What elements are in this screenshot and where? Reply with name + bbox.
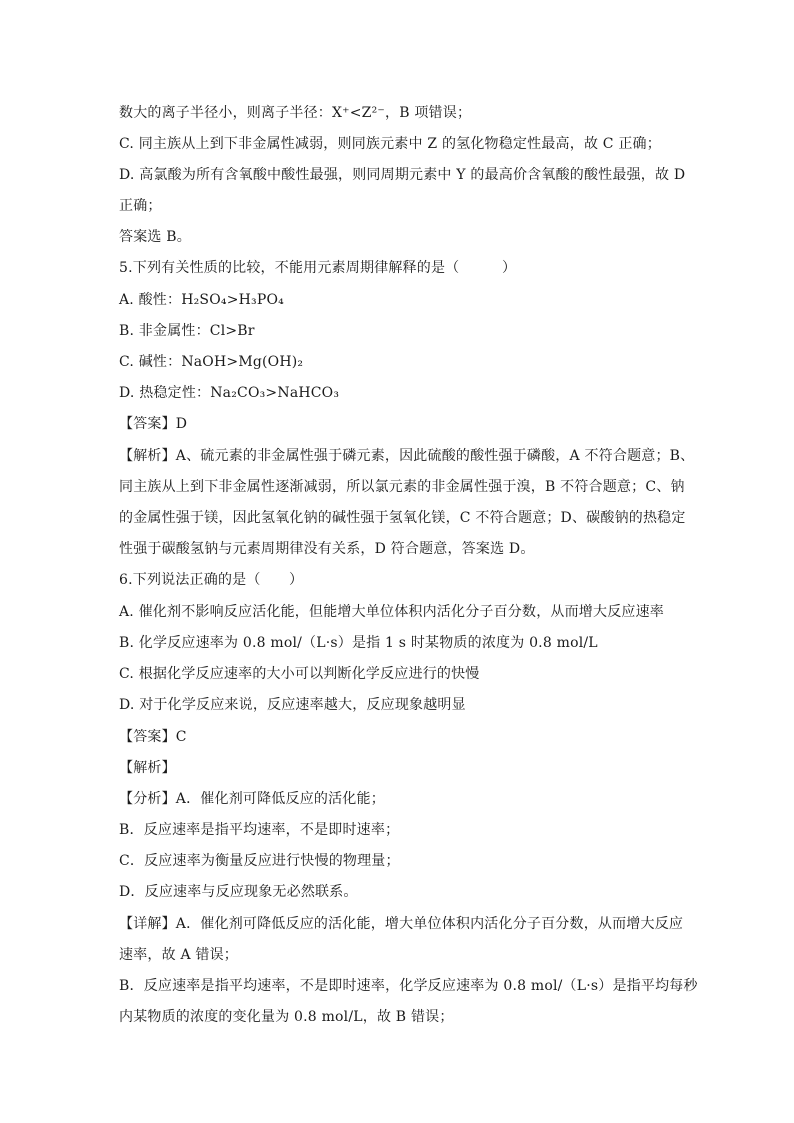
answer-label: 【答案】D (119, 416, 188, 432)
option-d: D. 热稳定性：Na₂CO₃>NaHCO₃ (119, 385, 340, 401)
text-line: D. 高氯酸为所有含氧酸中酸性最强，则同周期元素中 Y 的最高价含氧酸的酸性最强，故 D (119, 167, 686, 183)
analysis-line: B．反应速率是指平均速率，不是即时速率； (119, 822, 400, 838)
analysis-line: 性强于碳酸氢钠与元素周期律没有关系，D 符合题意，答案选 D。 (119, 541, 535, 557)
option-a: A. 催化剂不影响反应活化能，但能增大单位体积内活化分子百分数，从而增大反应速率 (119, 604, 665, 620)
analysis-line: D．反应速率与反应现象无必然联系。 (119, 884, 358, 900)
option-c: C. 根据化学反应速率的大小可以判断化学反应进行的快慢 (119, 666, 480, 682)
option-a: A. 酸性：H₂SO₄>H₃PO₄ (119, 292, 284, 308)
option-b: B. 非金属性：Cl>Br (119, 323, 255, 339)
analysis-heading: 【解析】 (119, 760, 176, 776)
text-line: C. 同主族从上到下非金属性减弱，则同族元素中 Z 的氢化物稳定性最高，故 C 正确； (119, 136, 661, 152)
text-line: 答案选 B。 (119, 229, 191, 245)
detail-line: B．反应速率是指平均速率，不是即时速率，化学反应速率为 0.8 mol/（L·s）是指平均每秒 (119, 978, 698, 994)
text-line: 数大的离子半径小，则离子半径：X⁺<Z²⁻，B 项错误； (119, 105, 472, 121)
detail-line: 速率，故 A 错误； (119, 947, 239, 963)
question-6-stem: 6.下列说法正确的是（ ） (119, 572, 304, 588)
analysis-line: 的金属性强于镁，因此氢氧化钠的碱性强于氢氧化镁，C 不符合题意；D、碳酸钠的热稳定 (119, 510, 686, 526)
analysis-line: C．反应速率为衡量反应进行快慢的物理量； (119, 853, 400, 869)
question-5-stem: 5.下列有关性质的比较，不能用元素周期律解释的是（ ） (119, 260, 517, 276)
option-b: B. 化学反应速率为 0.8 mol/（L·s）是指 1 s 时某物质的浓度为 0.8 mol/L (119, 635, 598, 651)
detail-line: 【详解】A．催化剂可降低反应的活化能，增大单位体积内活化分子百分数，从而增大反应 (119, 916, 684, 932)
option-d: D. 对于化学反应来说，反应速率越大，反应现象越明显 (119, 697, 466, 713)
analysis-line: 【分析】A．催化剂可降低反应的活化能； (119, 791, 385, 807)
text-line: 正确； (119, 198, 162, 214)
analysis-line: 同主族从上到下非金属性逐渐减弱，所以氯元素的非金属性强于溴，B 不符合题意；C、钠 (119, 479, 685, 495)
option-c: C. 碱性：NaOH>Mg(OH)₂ (119, 354, 304, 370)
analysis-line: 【解析】A、硫元素的非金属性强于磷元素，因此硫酸的酸性强于磷酸，A 不符合题意；B、 (119, 448, 695, 464)
answer-label: 【答案】C (119, 729, 187, 745)
detail-line: 内某物质的浓度的变化量为 0.8 mol/L，故 B 错误； (119, 1009, 454, 1025)
